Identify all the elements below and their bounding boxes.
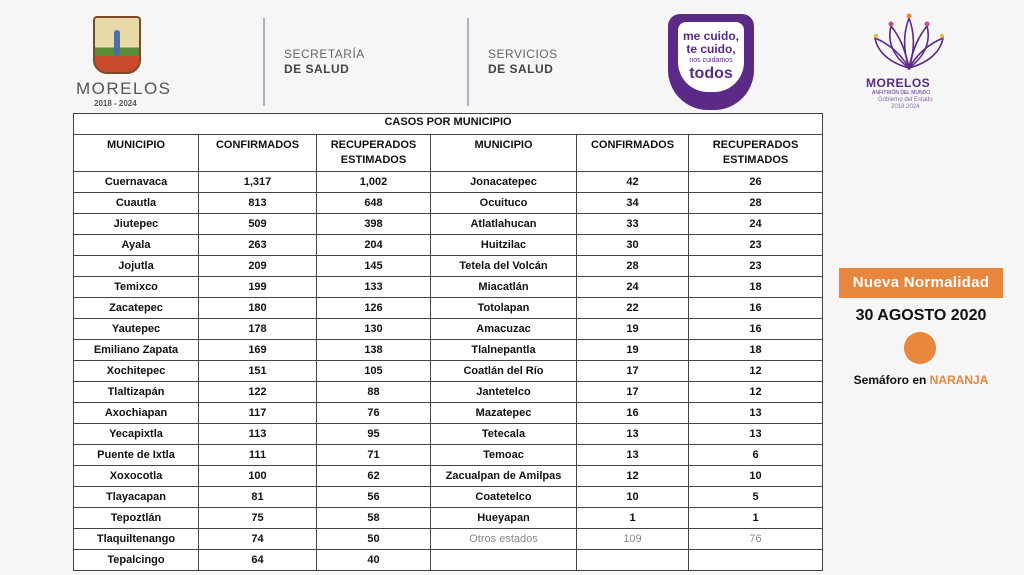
- recuperados-cell: 58: [317, 508, 431, 529]
- municipio-cell: Ayala: [74, 235, 199, 256]
- confirmados-cell: 1: [577, 508, 689, 529]
- municipio-cell: Mazatepec: [431, 403, 577, 424]
- divider: [263, 18, 265, 106]
- morelos-coat-of-arms-logo: [93, 16, 141, 74]
- table-row: [74, 487, 823, 508]
- right-logo-name: MORELOS: [866, 76, 931, 90]
- cases-by-municipality-table: [73, 113, 823, 571]
- semaforo-color-word: NARANJA: [929, 373, 989, 387]
- municipio-cell: Jiutepec: [74, 214, 199, 235]
- confirmados-cell: 81: [199, 487, 317, 508]
- municipio-cell: Jojutla: [74, 256, 199, 277]
- municipio-cell: Otros estados: [431, 529, 577, 550]
- semaforo-status: Semáforo en NARANJA: [853, 373, 989, 387]
- recuperados-cell: 105: [317, 361, 431, 382]
- recuperados-cell: 16: [689, 319, 823, 340]
- recuperados-cell: 126: [317, 298, 431, 319]
- recuperados-cell: 40: [317, 550, 431, 571]
- confirmados-cell: 10: [577, 487, 689, 508]
- municipio-cell: Tlaltizapán: [74, 382, 199, 403]
- confirmados-cell: 22: [577, 298, 689, 319]
- recuperados-cell: 76: [317, 403, 431, 424]
- recuperados-cell: 13: [689, 424, 823, 445]
- recuperados-cell: 62: [317, 466, 431, 487]
- recuperados-cell: 12: [689, 361, 823, 382]
- confirmados-cell: 17: [577, 382, 689, 403]
- confirmados-cell: 263: [199, 235, 317, 256]
- table-row: [74, 256, 823, 277]
- confirmados-cell: 813: [199, 193, 317, 214]
- recuperados-cell: 88: [317, 382, 431, 403]
- report-date: 30 AGOSTO 2020: [855, 307, 987, 324]
- municipio-cell: Xochitepec: [74, 361, 199, 382]
- municipio-cell: Jonacatepec: [431, 172, 577, 193]
- municipio-cell: Tepoztlán: [74, 508, 199, 529]
- municipio-cell: Coatetelco: [431, 487, 577, 508]
- confirmados-cell: 74: [199, 529, 317, 550]
- recuperados-cell: 95: [317, 424, 431, 445]
- me-cuido-campaign-badge: me cuido, te cuido, nos cuidamos todos: [668, 14, 754, 110]
- recuperados-cell: 13: [689, 403, 823, 424]
- recuperados-cell: 138: [317, 340, 431, 361]
- column-header: MUNICIPIO: [431, 135, 577, 172]
- municipio-cell: Tepalcingo: [74, 550, 199, 571]
- table-row: [74, 361, 823, 382]
- table-row: [74, 508, 823, 529]
- municipio-cell: Xoxocotla: [74, 466, 199, 487]
- municipio-cell: Zacualpan de Amilpas: [431, 466, 577, 487]
- recuperados-cell: 24: [689, 214, 823, 235]
- confirmados-cell: 113: [199, 424, 317, 445]
- state-years: 2018 - 2024: [94, 99, 137, 108]
- recuperados-cell: 18: [689, 277, 823, 298]
- divider: [467, 18, 469, 106]
- table-row: [74, 424, 823, 445]
- column-header: CONFIRMADOS: [199, 135, 317, 172]
- recuperados-cell: 1,002: [317, 172, 431, 193]
- municipio-cell: Puente de Ixtla: [74, 445, 199, 466]
- recuperados-cell: 1: [689, 508, 823, 529]
- municipio-cell: Tlalnepantla: [431, 340, 577, 361]
- table-row: [74, 340, 823, 361]
- table-row: [74, 529, 823, 550]
- municipio-cell: Jantetelco: [431, 382, 577, 403]
- confirmados-cell: 100: [199, 466, 317, 487]
- municipio-cell: Cuautla: [74, 193, 199, 214]
- municipio-cell: Miacatlán: [431, 277, 577, 298]
- semaforo-orange-dot: [904, 332, 936, 364]
- confirmados-cell: 33: [577, 214, 689, 235]
- confirmados-cell: 30: [577, 235, 689, 256]
- right-logo-government: Gobierno del Estado 2018 2024: [878, 97, 933, 110]
- municipio-cell: Ocuituco: [431, 193, 577, 214]
- municipio-cell: Emiliano Zapata: [74, 340, 199, 361]
- recuperados-cell: 145: [317, 256, 431, 277]
- confirmados-cell: 122: [199, 382, 317, 403]
- nueva-normalidad-banner: Nueva Normalidad: [839, 268, 1003, 298]
- recuperados-cell: [689, 550, 823, 571]
- recuperados-cell: 133: [317, 277, 431, 298]
- municipio-cell: Tlaquiltenango: [74, 529, 199, 550]
- municipio-cell: Hueyapan: [431, 508, 577, 529]
- table-title: CASOS POR MUNICIPIO: [74, 114, 823, 135]
- recuperados-cell: 56: [317, 487, 431, 508]
- recuperados-cell: 23: [689, 235, 823, 256]
- header: [0, 0, 1024, 112]
- recuperados-cell: 12: [689, 382, 823, 403]
- confirmados-cell: 16: [577, 403, 689, 424]
- table-row: [74, 193, 823, 214]
- column-header: RECUPERADOS ESTIMADOS: [317, 135, 431, 172]
- recuperados-cell: 648: [317, 193, 431, 214]
- confirmados-cell: 34: [577, 193, 689, 214]
- confirmados-cell: 17: [577, 361, 689, 382]
- table-row: [74, 319, 823, 340]
- municipio-cell: Tetela del Volcán: [431, 256, 577, 277]
- municipio-cell: Temixco: [74, 277, 199, 298]
- right-logo-tagline: ANFITRIÓN DEL MUNDO: [872, 90, 931, 96]
- municipio-cell: Tlayacapan: [74, 487, 199, 508]
- confirmados-cell: 42: [577, 172, 689, 193]
- recuperados-cell: 23: [689, 256, 823, 277]
- municipio-cell: Axochiapan: [74, 403, 199, 424]
- table-header-row: [74, 135, 823, 172]
- confirmados-cell: 24: [577, 277, 689, 298]
- confirmados-cell: 178: [199, 319, 317, 340]
- column-header: CONFIRMADOS: [577, 135, 689, 172]
- municipio-cell: Atlatlahucan: [431, 214, 577, 235]
- table-row: [74, 277, 823, 298]
- table-row: [74, 550, 823, 571]
- recuperados-cell: 16: [689, 298, 823, 319]
- confirmados-cell: 151: [199, 361, 317, 382]
- confirmados-cell: 13: [577, 445, 689, 466]
- table-row: [74, 298, 823, 319]
- municipio-cell: Yautepec: [74, 319, 199, 340]
- column-header: RECUPERADOS ESTIMADOS: [689, 135, 823, 172]
- table-row: [74, 172, 823, 193]
- confirmados-cell: 180: [199, 298, 317, 319]
- recuperados-cell: 6: [689, 445, 823, 466]
- recuperados-cell: 398: [317, 214, 431, 235]
- municipio-cell: Zacatepec: [74, 298, 199, 319]
- confirmados-cell: 199: [199, 277, 317, 298]
- municipio-cell: [431, 550, 577, 571]
- municipio-cell: Cuernavaca: [74, 172, 199, 193]
- confirmados-cell: 509: [199, 214, 317, 235]
- table-row: [74, 445, 823, 466]
- recuperados-cell: 10: [689, 466, 823, 487]
- column-header: MUNICIPIO: [74, 135, 199, 172]
- municipio-cell: Totolapan: [431, 298, 577, 319]
- recuperados-cell: 26: [689, 172, 823, 193]
- recuperados-cell: 130: [317, 319, 431, 340]
- municipio-cell: Tetecala: [431, 424, 577, 445]
- confirmados-cell: 111: [199, 445, 317, 466]
- table-row: [74, 235, 823, 256]
- municipio-cell: Amacuzac: [431, 319, 577, 340]
- recuperados-cell: 28: [689, 193, 823, 214]
- recuperados-cell: 204: [317, 235, 431, 256]
- recuperados-cell: 71: [317, 445, 431, 466]
- confirmados-cell: 209: [199, 256, 317, 277]
- recuperados-cell: 76: [689, 529, 823, 550]
- municipio-cell: Huitzilac: [431, 235, 577, 256]
- secretaria-de-salud-label: SECRETARÍA DE SALUD: [284, 47, 365, 76]
- confirmados-cell: 64: [199, 550, 317, 571]
- confirmados-cell: 117: [199, 403, 317, 424]
- confirmados-cell: 109: [577, 529, 689, 550]
- confirmados-cell: 75: [199, 508, 317, 529]
- confirmados-cell: 169: [199, 340, 317, 361]
- table-row: [74, 466, 823, 487]
- table-row: [74, 382, 823, 403]
- morelos-flower-logo-icon: [873, 12, 945, 72]
- state-name: MORELOS: [76, 79, 172, 98]
- confirmados-cell: [577, 550, 689, 571]
- municipio-cell: Coatlán del Río: [431, 361, 577, 382]
- confirmados-cell: 12: [577, 466, 689, 487]
- confirmados-cell: 1,317: [199, 172, 317, 193]
- servicios-de-salud-label: SERVICIOS DE SALUD: [488, 47, 558, 76]
- municipio-cell: Yecapixtla: [74, 424, 199, 445]
- recuperados-cell: 50: [317, 529, 431, 550]
- table-row: [74, 403, 823, 424]
- confirmados-cell: 28: [577, 256, 689, 277]
- municipio-cell: Temoac: [431, 445, 577, 466]
- confirmados-cell: 19: [577, 340, 689, 361]
- confirmados-cell: 19: [577, 319, 689, 340]
- recuperados-cell: 5: [689, 487, 823, 508]
- recuperados-cell: 18: [689, 340, 823, 361]
- confirmados-cell: 13: [577, 424, 689, 445]
- table-row: [74, 214, 823, 235]
